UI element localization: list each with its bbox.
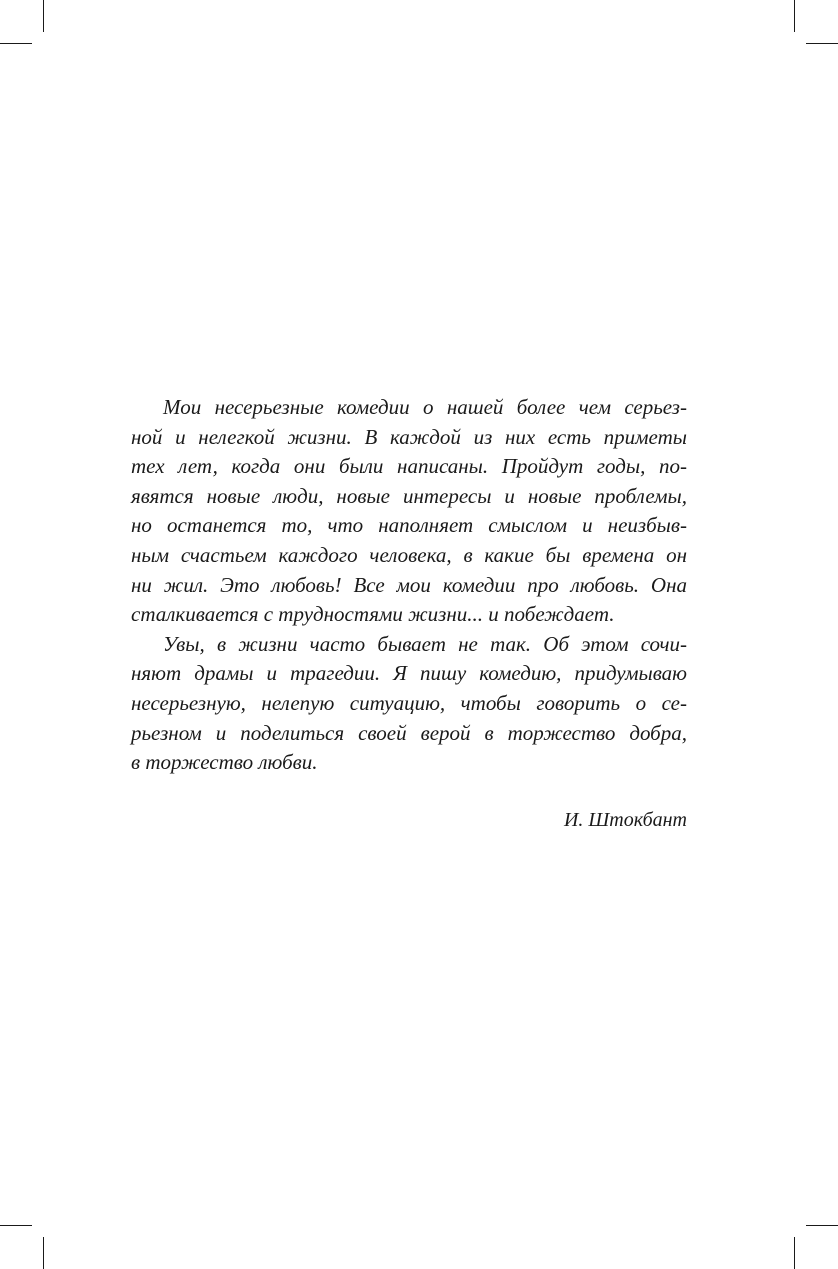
text-line: Мои несерьезные комедии о нашей более чем серьез- [163,395,687,419]
text-line: рьезном и поделиться своей верой в торжество добра, [131,720,687,745]
text-line: тех лет, когда они были написаны. Пройдут годы, по- [131,454,687,479]
epigraph-text [131,393,687,778]
text-line: ни жил. Это любовь! Все мои комедии про любовь. Она [131,572,687,597]
crop-mark-top-left-horizontal [0,43,32,44]
text-line: ным счастьем каждого человека, в какие бы времена он [131,542,687,567]
crop-mark-bottom-left-horizontal [0,1225,32,1226]
paragraph-1 [131,393,687,630]
text-line: Увы, в жизни часто бывает не так. Об этом сочи- [163,631,687,656]
text-line: няют драмы и трагедии. Я пишу комедию, придумываю [131,661,687,686]
text-line: но останется то, что наполняет смыслом и неизбыв- [131,513,687,538]
crop-mark-bottom-left-vertical [43,1237,44,1269]
crop-mark-top-right-horizontal [806,43,838,44]
crop-mark-top-left-vertical [43,0,44,32]
crop-mark-top-right-vertical [794,0,795,32]
text-line: ной и нелегкой жизни. В каждой из них есть приметы [131,424,687,449]
text-line: явятся новые люди, новые интересы и новые проблемы, [131,483,687,508]
text-line: несерьезную, нелепую ситуацию, чтобы говорить о се- [131,690,687,715]
author-signature: И. Штокбант [563,809,687,831]
text-line: сталкивается с трудностями жизни... и побеждает. [131,602,615,627]
paragraph-2 [131,630,687,778]
crop-mark-bottom-right-vertical [794,1237,795,1269]
text-line: в торжество любви. [131,750,318,775]
crop-mark-bottom-right-horizontal [806,1225,838,1226]
